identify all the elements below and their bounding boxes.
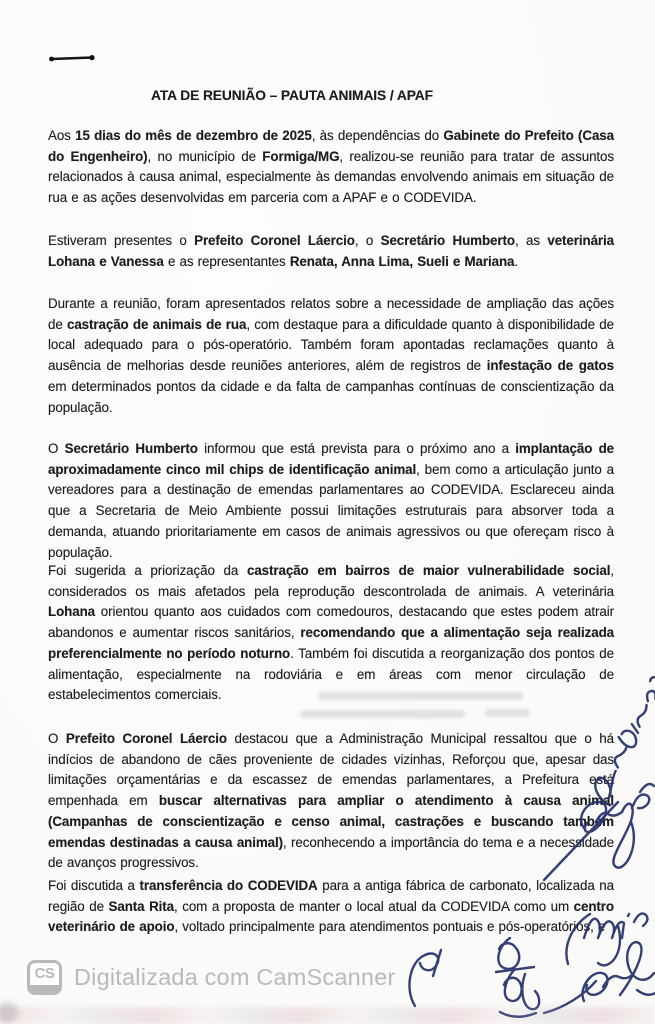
document-title: ATA DE REUNIÃO – PAUTA ANIMAIS / APAF [151,88,433,103]
paragraph-codevida-transfer: Foi discutida a transferência do CODEVIDA para a antiga fábrica de carbonato, localizada na região de Santa Rita, com a proposta de manter o local atual da CODEVIDA como um centro veterinário de apoio, voltado principalmente para atendimentos pontuais e pós-operatórios, e [48,878,614,935]
paragraph-opening-date-location: Aos 15 dias do mês de dezembro de 2025, às dependências do Gabinete do Prefeito (Casa do Engenheiro), no município de Formiga/MG, realizou-se reunião para tratar de assuntos relacionados à causa animal, especialmente às demandas envolvendo animais em situação de rua e as ações desenvolvidas em parceria com a APAF e o CODEVIDA. [48,128,614,206]
paragraph-secretary-chips: O Secretário Humberto informou que está prevista para o próximo ano a implantação de aproximadamente cinco mil chips de identificação animal, bem como a articulação junto a vereadores para a destinação de emendas parlamentares ao CODEVIDA. Esclareceu ainda que a Secretaria de Meio Ambiente possui limitações estruturais para absorver toda a demanda, atuando prioritariamente em casos de animais agressivos ou que ofereçam risco à população. [48,441,614,560]
camscanner-badge-bar [29,985,60,993]
bleed-through-artifact [318,692,523,700]
page-bottom-bleed-artifact [0,1007,655,1024]
bleed-through-artifact [300,710,465,718]
paragraph-feeding-guidance: Foi sugerida a priorização da castração em bairros de maior vulnerabilidade social, considerados os mais afetados pela reprodução descontrolada de animais. A veterinária Lohana orientou quanto aos cuidados com comedouros, destacando que estes podem atrair abandonos e aumentar riscos sanitários, recomendando que a alimentação seja realizada preferencialmente no período noturno. Também foi discutida a reorganização dos pontos de alimentação, especialmente na rodoviária e em áreas com menor circulação de estabelecimentos comerciais. [48,563,615,703]
camscanner-watermark [27,960,395,995]
camscanner-badge-text: CS [34,965,55,982]
paragraph-attendees: Estiveram presentes o Prefeito Coronel Láercio, o Secretário Humberto, as veterinária Lohana e Vanessa e as representantes Renata, Anna Lima, Sueli e Mariana. [48,233,614,269]
paragraph-castration-reports: Durante a reunião, foram apresentados relatos sobre a necessidade de ampliação das ações de castração de animais de rua, com destaque para a dificuldade quanto à disponibilidade de local adequado para o pós-operatório. Também foram apontadas reclamações quanto à ausência de melhorias desde reuniões anteriores, além de registros de infestação de gatos em determinados pontos da cidade e da falta de campanhas contínuas de conscientização da população. [48,296,614,415]
signature-bottom-1 [403,944,455,1016]
paragraph-mayor-statement: O Prefeito Coronel Láercio destacou que a Administração Municipal ressaltou que o há indícios de abandono de cães proveniente de cidades vizinhas, Reforçou que, apesar das limitações orçamentárias e da escassez de emendas parlamentares, a Prefeitura está empenhada em buscar alternativas para ampliar o atendimento à causa animal (Campanhas de conscientização e censo animal, castrações e buscando também emendas destinadas a causa animal), reconhecendo a importância do tema e a necessidade de avanços progressivos. [48,731,614,871]
camscanner-watermark-text: Digitalizada com CamScanner [74,964,396,990]
camscanner-logo-icon [27,960,62,995]
staple-mark-icon [47,51,97,63]
bleed-through-artifact [485,709,530,717]
